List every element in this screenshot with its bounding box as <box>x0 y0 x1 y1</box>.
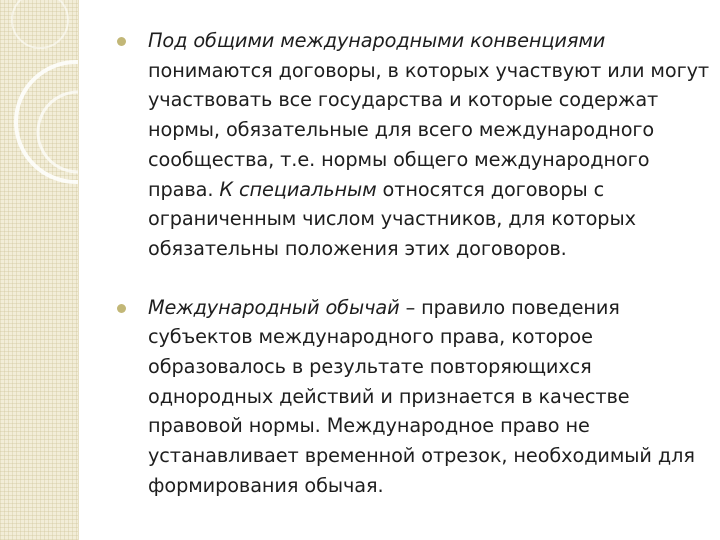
circle-ornament-icon <box>0 0 78 540</box>
bullet-item-custom <box>115 293 710 501</box>
term-international-custom: Международный обычай <box>148 295 400 319</box>
bullet-text: – правило поведения субъектов международного права, которое образовалось в результате повторяющихся однородных действий и признается в качестве правовой нормы. Международное право не устанавливает временной отрезок, необходимый для формирования обычая. <box>148 295 695 497</box>
decorative-side-panel <box>0 0 78 540</box>
bullet-item-conventions <box>115 26 710 264</box>
bullet-dot <box>117 37 126 46</box>
bullet-text: понимаются договоры, в которых участвуют или могут участвовать все государства и которые содержат нормы, обязательные для всего международного сообщества, т.е. нормы общего международного права. <box>148 58 710 201</box>
bullet-dot <box>117 304 126 313</box>
slide-content <box>115 26 710 501</box>
term-general-conventions: Под общими международными конвенциями <box>148 29 606 52</box>
bullet-text: относятся договоры с ограниченным числом участников, для которых обязательны положения этих договоров. <box>148 177 636 260</box>
term-special: К специальным <box>219 177 377 201</box>
side-divider <box>78 0 79 540</box>
